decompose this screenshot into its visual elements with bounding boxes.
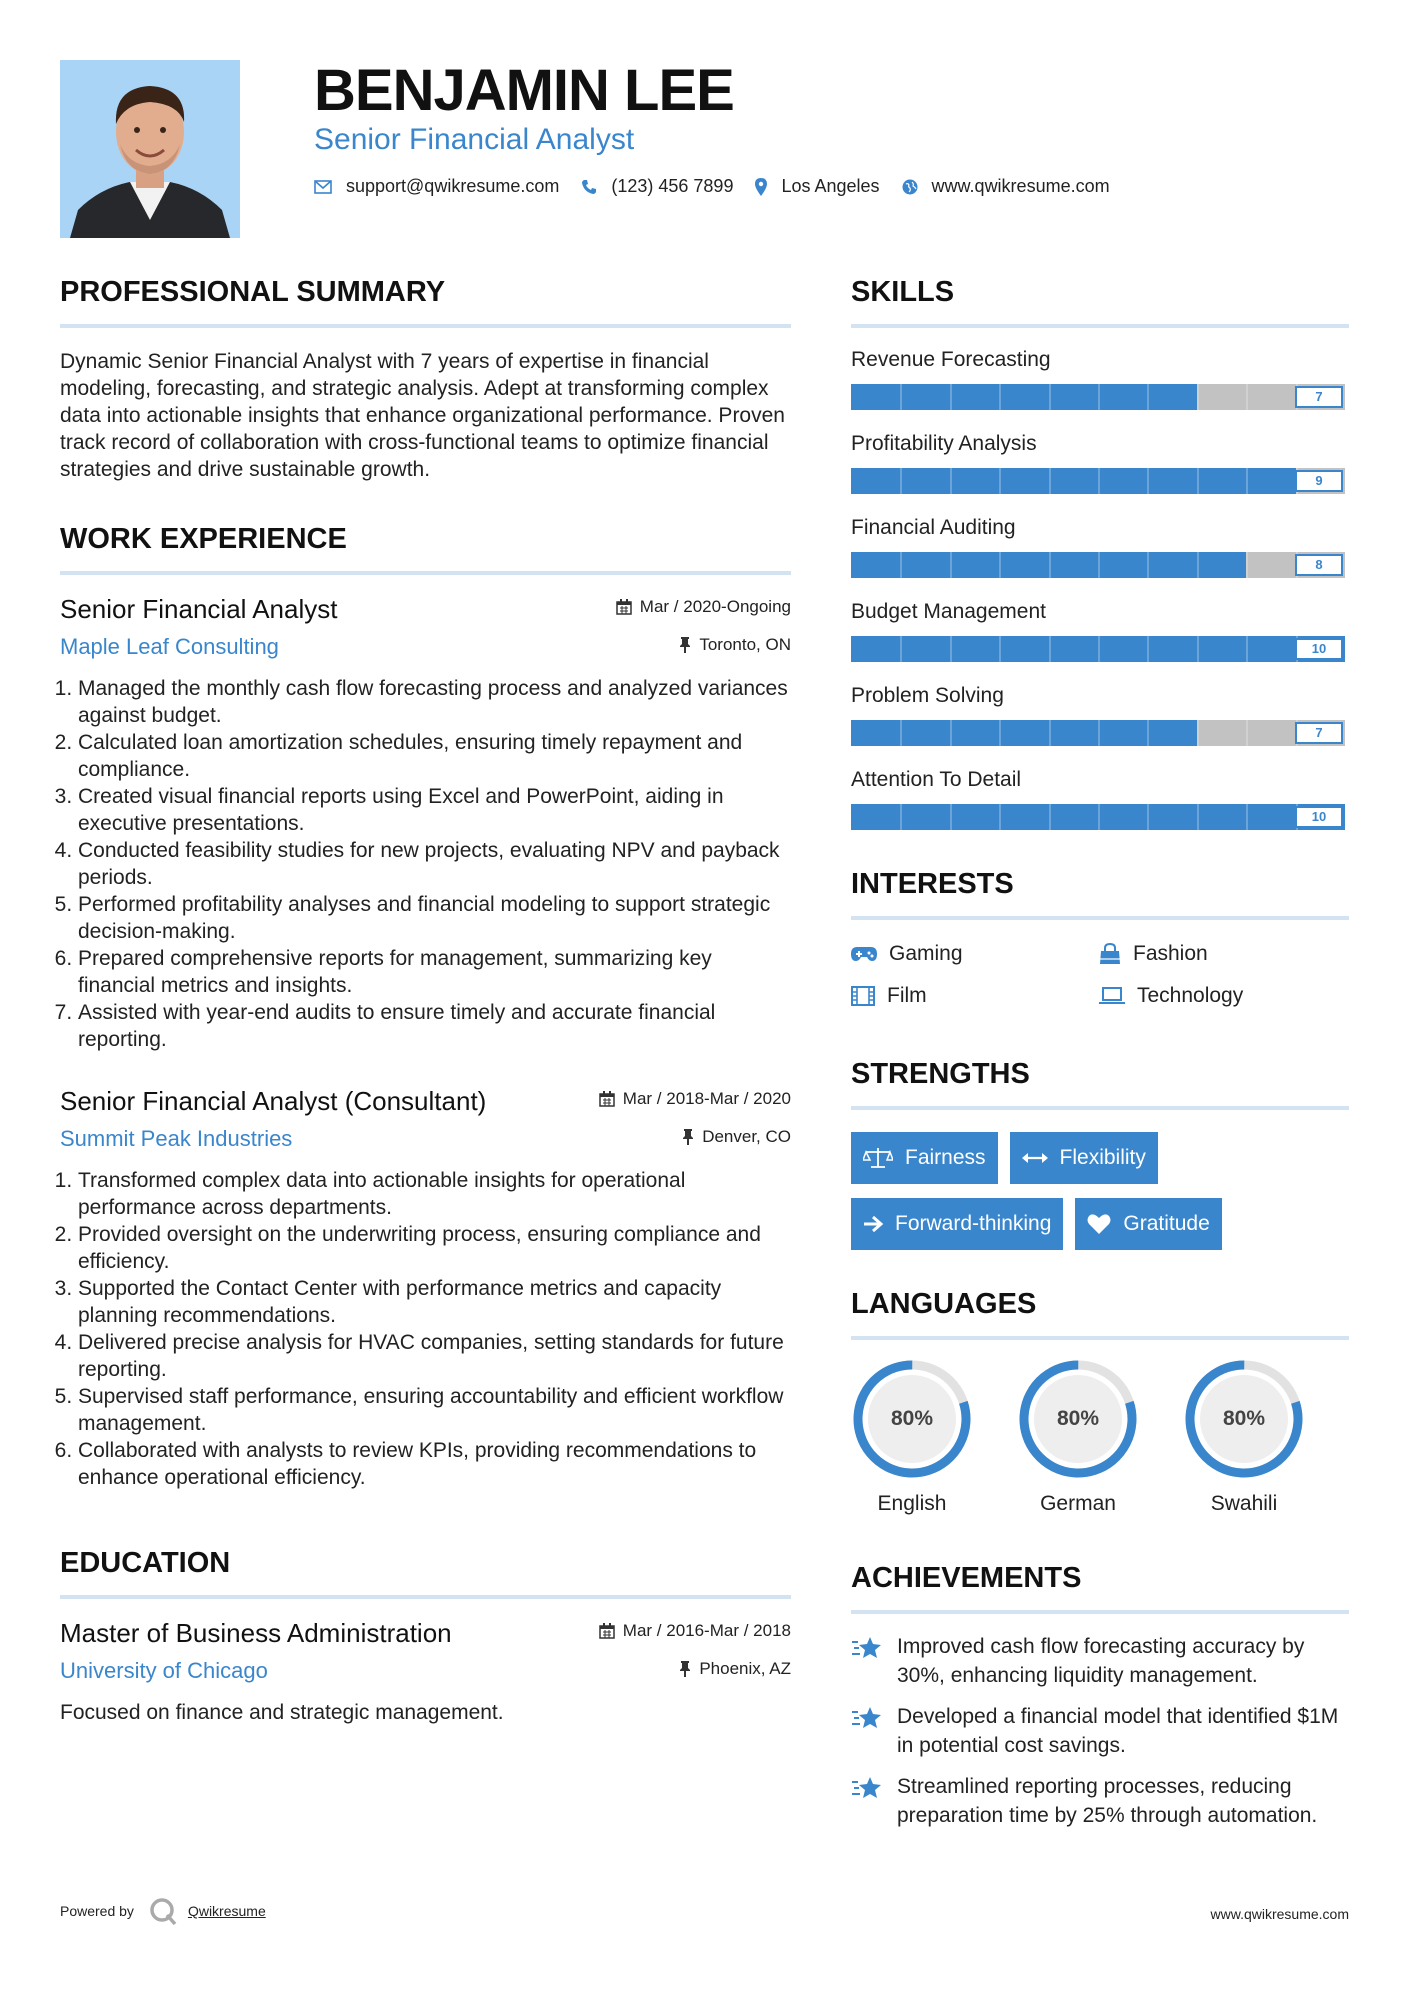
skill-bar-segment bbox=[950, 720, 952, 746]
job-entry-1 bbox=[60, 593, 791, 1053]
achievements-heading: ACHIEVEMENTS bbox=[851, 1562, 1082, 1594]
skill-bar-segment bbox=[950, 552, 952, 578]
skill-level-badge: 7 bbox=[1295, 386, 1343, 408]
duty-item: 1. Managed the monthly cash flow forecasting process and analyzed variances against budget. bbox=[78, 675, 791, 729]
company-name: Maple Leaf Consulting bbox=[60, 634, 279, 659]
achievement-text: Developed a financial model that identified $1M in potential cost savings. bbox=[897, 1705, 1339, 1757]
skill-bar-segment bbox=[900, 468, 902, 494]
job-entry-2 bbox=[60, 1085, 791, 1491]
person-photo-icon bbox=[60, 60, 240, 238]
laptop-icon bbox=[1099, 987, 1125, 1005]
skill-bar-segment bbox=[900, 720, 902, 746]
skill-name: Problem Solving bbox=[851, 684, 1004, 707]
skill-bar-segment bbox=[1098, 636, 1100, 662]
section-divider bbox=[851, 324, 1349, 328]
skill-bar-segment bbox=[1147, 384, 1149, 410]
job-duties bbox=[60, 675, 791, 1053]
interest-item bbox=[1099, 984, 1349, 1008]
skill-bar-segment bbox=[950, 384, 952, 410]
skills-section bbox=[851, 272, 1349, 830]
calendar-icon bbox=[599, 1091, 615, 1107]
skill-bar-segment bbox=[999, 384, 1001, 410]
languages-list bbox=[851, 1358, 1349, 1516]
duty-item: 3. Created visual financial reports using Excel and PowerPoint, aiding in executive presentations. bbox=[78, 783, 791, 837]
summary-heading: PROFESSIONAL SUMMARY bbox=[60, 276, 446, 308]
skill-bar bbox=[851, 720, 1345, 746]
skill-name: Budget Management bbox=[851, 600, 1046, 623]
job-location bbox=[682, 1127, 791, 1147]
skill-bar-segment bbox=[1147, 804, 1149, 830]
location-text: Los Angeles bbox=[781, 176, 880, 196]
achievement-text: Streamlined reporting processes, reducing preparation time by 25% through automation. bbox=[897, 1775, 1318, 1827]
language-name: German bbox=[1040, 1492, 1116, 1515]
skill-bar-segment bbox=[900, 384, 902, 410]
thumbtack-icon bbox=[679, 1661, 691, 1677]
skill-level-badge: 10 bbox=[1295, 806, 1343, 828]
language-percent: 80% bbox=[1056, 1407, 1100, 1430]
skill-name: Revenue Forecasting bbox=[851, 348, 1051, 371]
balance-scale-icon bbox=[863, 1147, 893, 1169]
education-location-text: Phoenix, AZ bbox=[699, 1659, 791, 1678]
film-icon bbox=[851, 986, 875, 1006]
heart-icon bbox=[1087, 1213, 1111, 1235]
skill-bar-segment bbox=[1049, 720, 1051, 746]
shopping-bag-icon bbox=[1099, 943, 1121, 965]
interests-heading: INTERESTS bbox=[851, 868, 1014, 900]
skill-bar-fill bbox=[851, 468, 1296, 494]
duty-item: 4. Delivered precise analysis for HVAC companies, setting standards for future reporting. bbox=[78, 1329, 791, 1383]
strength-tag bbox=[851, 1132, 998, 1184]
contact-email[interactable] bbox=[314, 176, 559, 197]
achievement-text: Improved cash flow forecasting accuracy by 30%, enhancing liquidity management. bbox=[897, 1635, 1305, 1687]
skill-level-badge: 8 bbox=[1295, 554, 1343, 576]
contact-location bbox=[755, 176, 879, 197]
strength-label: Fairness bbox=[905, 1146, 986, 1169]
interest-label: Gaming bbox=[889, 942, 963, 965]
summary-section bbox=[60, 272, 791, 483]
shooting-star-icon bbox=[851, 1774, 883, 1802]
thumbtack-icon bbox=[682, 1129, 694, 1145]
skill-bar-segment bbox=[900, 804, 902, 830]
strength-tag bbox=[851, 1198, 1063, 1250]
brand-link[interactable]: Qwikresume bbox=[187, 1903, 266, 1919]
experience-section bbox=[60, 519, 791, 1491]
arrows-horizontal-icon bbox=[1022, 1151, 1048, 1165]
skill-name: Profitability Analysis bbox=[851, 432, 1037, 455]
languages-heading: LANGUAGES bbox=[851, 1288, 1037, 1320]
skill-bar-fill bbox=[851, 384, 1197, 410]
skill-item bbox=[851, 598, 1349, 662]
skill-bar-segment bbox=[900, 552, 902, 578]
job-date bbox=[616, 597, 791, 617]
education-date bbox=[599, 1621, 791, 1641]
skill-bar bbox=[851, 636, 1345, 662]
phone-icon bbox=[581, 179, 597, 195]
skill-bar-segment bbox=[1147, 720, 1149, 746]
skill-name: Financial Auditing bbox=[851, 516, 1016, 539]
interest-label: Technology bbox=[1137, 984, 1244, 1007]
achievement-item bbox=[851, 1702, 1349, 1760]
skill-bar-segment bbox=[999, 552, 1001, 578]
duty-item: 2. Calculated loan amortization schedules, ensuring timely repayment and compliance. bbox=[78, 729, 791, 783]
interest-item bbox=[851, 984, 1099, 1008]
section-divider bbox=[851, 916, 1349, 920]
skill-bar-segment bbox=[1197, 468, 1199, 494]
duty-item: 3. Supported the Contact Center with performance metrics and capacity planning recommendations. bbox=[78, 1275, 791, 1329]
contact-bar bbox=[314, 176, 1132, 197]
strengths-list bbox=[851, 1132, 1349, 1250]
achievements-section bbox=[851, 1558, 1349, 1830]
skill-bar-segment bbox=[1049, 552, 1051, 578]
skill-bar-segment bbox=[1197, 636, 1199, 662]
job-location-text: Toronto, ON bbox=[699, 635, 791, 654]
skill-bar-segment bbox=[999, 720, 1001, 746]
interests-section bbox=[851, 864, 1349, 1008]
skill-bar-segment bbox=[1246, 384, 1248, 410]
job-title: Senior Financial Analyst (Consultant) bbox=[60, 1086, 487, 1116]
language-item bbox=[851, 1358, 1017, 1516]
powered-by-text: Powered by bbox=[60, 1903, 134, 1919]
shooting-star-icon bbox=[851, 1634, 883, 1662]
skill-level-badge: 7 bbox=[1295, 722, 1343, 744]
language-percent: 80% bbox=[890, 1407, 934, 1430]
language-percent: 80% bbox=[1222, 1407, 1266, 1430]
strength-label: Forward-thinking bbox=[895, 1212, 1052, 1235]
gamepad-icon bbox=[851, 946, 877, 962]
skills-heading: SKILLS bbox=[851, 276, 955, 308]
skill-bar-segment bbox=[950, 804, 952, 830]
duty-item: 5. Supervised staff performance, ensuring accountability and efficient workflow management. bbox=[78, 1383, 791, 1437]
job-date bbox=[599, 1089, 791, 1109]
skill-level-badge: 10 bbox=[1295, 638, 1343, 660]
achievement-item bbox=[851, 1772, 1349, 1830]
skill-bar-fill bbox=[851, 720, 1197, 746]
skill-bar-segment bbox=[1147, 636, 1149, 662]
skill-bar-segment bbox=[950, 468, 952, 494]
skill-bar-segment bbox=[1098, 720, 1100, 746]
candidate-title: Senior Financial Analyst bbox=[314, 123, 635, 156]
duty-item: 6. Prepared comprehensive reports for management, summarizing key financial metrics and insights. bbox=[78, 945, 791, 999]
candidate-name: BENJAMIN LEE bbox=[314, 58, 734, 123]
right-column bbox=[851, 272, 1349, 1830]
education-entry bbox=[60, 1617, 791, 1726]
phone-text: (123) 456 7899 bbox=[611, 176, 734, 196]
strength-tag bbox=[1075, 1198, 1221, 1250]
skill-bar-segment bbox=[1197, 384, 1199, 410]
strength-label: Flexibility bbox=[1059, 1146, 1146, 1169]
skill-bar-segment bbox=[999, 636, 1001, 662]
duty-item: 4. Conducted feasibility studies for new projects, evaluating NPV and payback periods. bbox=[78, 837, 791, 891]
section-divider bbox=[851, 1610, 1349, 1614]
degree-title: Master of Business Administration bbox=[60, 1618, 452, 1648]
website-text: www.qwikresume.com bbox=[931, 176, 1110, 196]
duty-item: 6. Collaborated with analysts to review KPIs, providing recommendations to enhance operational efficiency. bbox=[78, 1437, 791, 1491]
skill-bar-segment bbox=[1197, 804, 1199, 830]
skill-bar-segment bbox=[1049, 384, 1051, 410]
strength-tag bbox=[1010, 1132, 1158, 1184]
language-item bbox=[1017, 1358, 1183, 1516]
interest-label: Fashion bbox=[1133, 942, 1208, 965]
achievement-item bbox=[851, 1632, 1349, 1690]
skill-item bbox=[851, 430, 1349, 494]
language-name: English bbox=[877, 1492, 947, 1515]
skill-item bbox=[851, 514, 1349, 578]
contact-website[interactable] bbox=[902, 176, 1110, 197]
skill-bar-segment bbox=[950, 636, 952, 662]
skill-bar-segment bbox=[1246, 552, 1248, 578]
interest-item bbox=[1099, 942, 1349, 966]
strength-label: Gratitude bbox=[1123, 1212, 1210, 1235]
skill-bar-segment bbox=[1098, 384, 1100, 410]
education-section bbox=[60, 1543, 791, 1726]
skill-item bbox=[851, 766, 1349, 830]
summary-text: Dynamic Senior Financial Analyst with 7 years of expertise in financial modeling, forecasting, and strategic analysis. Adept at transforming complex data into actionable insights that enhance organizational performance. Proven track record of collaboration with cross-functional teams to optimize financial strategies and drive sustainable growth. bbox=[60, 350, 785, 481]
profile-photo bbox=[60, 60, 240, 238]
skill-bar-segment bbox=[1246, 804, 1248, 830]
skill-bar-segment bbox=[1147, 552, 1149, 578]
map-pin-icon bbox=[755, 178, 767, 196]
job-date-text: Mar / 2018-Mar / 2020 bbox=[622, 1089, 791, 1108]
skill-bar-segment bbox=[1246, 720, 1248, 746]
footer-powered-by bbox=[60, 1896, 266, 1926]
globe-icon bbox=[902, 179, 918, 195]
section-divider bbox=[60, 571, 791, 575]
qwikresume-logo-icon bbox=[148, 1896, 178, 1926]
skill-bar bbox=[851, 552, 1345, 578]
skills-list bbox=[851, 346, 1349, 830]
job-duties bbox=[60, 1167, 791, 1491]
footer-website[interactable]: www.qwikresume.com bbox=[1210, 1906, 1349, 1922]
interest-item bbox=[851, 942, 1099, 966]
calendar-icon bbox=[599, 1623, 615, 1639]
skill-bar-segment bbox=[1049, 468, 1051, 494]
education-date-text: Mar / 2016-Mar / 2018 bbox=[622, 1621, 791, 1640]
education-heading: EDUCATION bbox=[60, 1547, 231, 1579]
duty-item: 7. Assisted with year-end audits to ensure timely and accurate financial reporting. bbox=[78, 999, 791, 1053]
skill-bar-segment bbox=[999, 468, 1001, 494]
duty-item: 2. Provided oversight on the underwriting process, ensuring compliance and efficiency. bbox=[78, 1221, 791, 1275]
shooting-star-icon bbox=[851, 1704, 883, 1732]
skill-bar-segment bbox=[1049, 636, 1051, 662]
contact-phone[interactable] bbox=[581, 176, 733, 197]
section-divider bbox=[851, 1336, 1349, 1340]
skill-bar-segment bbox=[1246, 636, 1248, 662]
email-text: support@qwikresume.com bbox=[346, 176, 560, 196]
company-name: Summit Peak Industries bbox=[60, 1126, 293, 1151]
job-title: Senior Financial Analyst bbox=[60, 594, 338, 624]
skill-bar-segment bbox=[1147, 468, 1149, 494]
language-item bbox=[1183, 1358, 1349, 1516]
duty-item: 1. Transformed complex data into actionable insights for operational performance across departments. bbox=[78, 1167, 791, 1221]
skill-bar-segment bbox=[1197, 720, 1199, 746]
education-description: Focused on finance and strategic management. bbox=[60, 1701, 504, 1724]
language-name: Swahili bbox=[1210, 1492, 1278, 1515]
skill-level-badge: 9 bbox=[1295, 470, 1343, 492]
job-date-text: Mar / 2020-Ongoing bbox=[639, 597, 791, 616]
section-divider bbox=[60, 324, 791, 328]
strengths-heading: STRENGTHS bbox=[851, 1058, 1030, 1090]
duty-item: 5. Performed profitability analyses and financial modeling to support strategic decision-making. bbox=[78, 891, 791, 945]
skill-bar bbox=[851, 384, 1345, 410]
skill-bar-segment bbox=[1098, 468, 1100, 494]
interest-label: Film bbox=[887, 984, 927, 1007]
education-location bbox=[679, 1659, 791, 1679]
section-divider bbox=[851, 1106, 1349, 1110]
experience-heading: WORK EXPERIENCE bbox=[60, 523, 347, 555]
skill-bar-segment bbox=[1049, 804, 1051, 830]
job-location-text: Denver, CO bbox=[702, 1127, 791, 1146]
section-divider bbox=[60, 1595, 791, 1599]
calendar-icon bbox=[616, 599, 632, 615]
envelope-icon bbox=[314, 180, 332, 194]
skill-item bbox=[851, 682, 1349, 746]
skill-bar-segment bbox=[1197, 552, 1199, 578]
skill-bar-segment bbox=[1098, 804, 1100, 830]
skill-bar-segment bbox=[900, 636, 902, 662]
achievements-list bbox=[851, 1632, 1349, 1830]
skill-item bbox=[851, 346, 1349, 410]
skill-bar bbox=[851, 804, 1345, 830]
arrow-right-icon bbox=[863, 1215, 883, 1233]
left-column bbox=[60, 272, 791, 1726]
skill-bar-segment bbox=[1246, 468, 1248, 494]
skill-bar-segment bbox=[1098, 552, 1100, 578]
skill-bar bbox=[851, 468, 1345, 494]
thumbtack-icon bbox=[679, 637, 691, 653]
job-location bbox=[679, 635, 791, 655]
skill-bar-segment bbox=[999, 804, 1001, 830]
languages-section bbox=[851, 1284, 1349, 1516]
skill-name: Attention To Detail bbox=[851, 768, 1022, 791]
school-name: University of Chicago bbox=[60, 1658, 268, 1683]
strengths-section bbox=[851, 1054, 1349, 1250]
interests-list bbox=[851, 942, 1349, 1008]
